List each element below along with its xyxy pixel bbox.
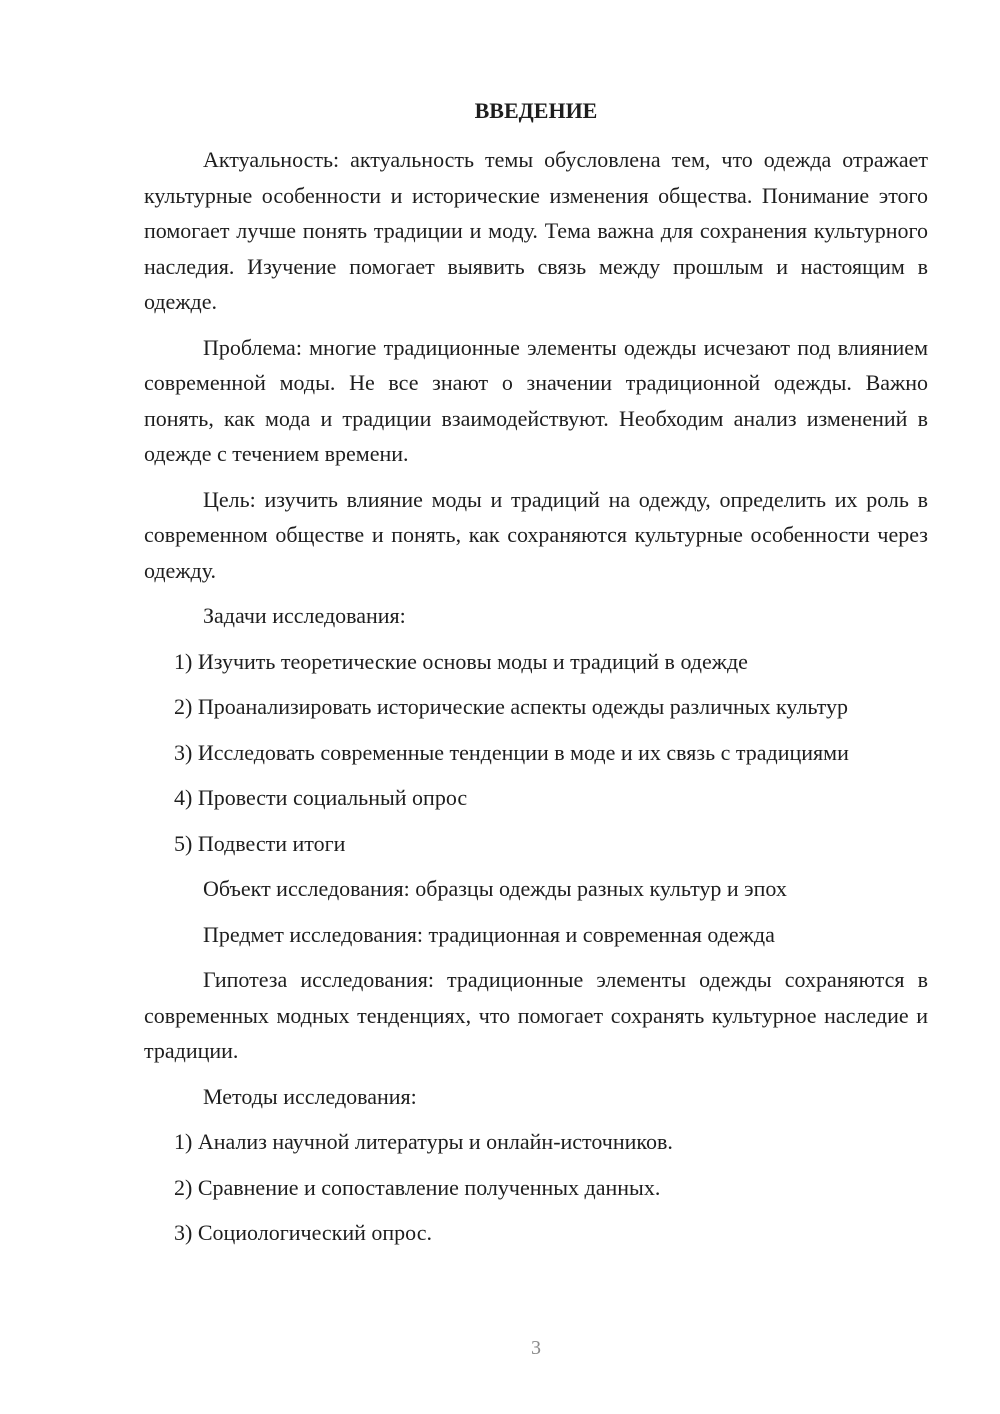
paragraph-subject: Предмет исследования: традиционная и современная одежда	[203, 921, 775, 947]
tasks-heading: Задачи исследования:	[203, 603, 406, 628]
task-item-2: 2) Проанализировать исторические аспекты одежды различных культур	[174, 694, 848, 719]
page-number: 3	[531, 1337, 541, 1359]
method-item-3: 3) Социологический опрос.	[174, 1220, 432, 1245]
paragraph-problem: Проблема: многие традиционные элементы одежды исчезают под влиянием современной моды. Не все знают о значении традиционной одежды. Важно понять, как мода и традиции взаимодействуют. Необходим анализ изменений в одежде с течением времени.	[144, 334, 928, 466]
page-title: ВВЕДЕНИЕ	[474, 98, 598, 123]
task-item-4: 4) Провести социальный опрос	[174, 785, 468, 810]
task-item-5: 5) Подвести итоги	[174, 830, 346, 856]
method-item-2: 2) Сравнение и сопоставление полученных данных.	[174, 1174, 661, 1200]
method-item-1: 1) Анализ научной литературы и онлайн-источников.	[174, 1129, 673, 1154]
methods-heading: Методы исследования:	[203, 1083, 417, 1109]
paragraph-object: Объект исследования: образцы одежды разных культур и эпох	[203, 876, 787, 901]
document-page	[144, 0, 928, 1414]
paragraph-hypothesis: Гипотеза исследования: традиционные элементы одежды сохраняются в современных модных тенденциях, что помогает сохранять культурное наследие и традиции.	[144, 967, 928, 1063]
paragraph-goal: Цель: изучить влияние моды и традиций на одежду, определить их роль в современном обществе и понять, как сохраняются культурные особенности через одежду.	[144, 486, 928, 583]
paragraph-relevance: Актуальность: актуальность темы обусловлена тем, что одежда отражает культурные особенности и исторические изменения общества. Понимание этого помогает лучше понять традиции и моду. Тема важна для сохранения культурного наследия. Изучение помогает выявить связь между прошлым и настоящим в одежде.	[144, 147, 928, 314]
task-item-1: 1) Изучить теоретические основы моды и традиций в одежде	[174, 648, 748, 674]
document-body	[144, 142, 928, 1261]
task-item-3: 3) Исследовать современные тенденции в моде и их связь с традициями	[174, 739, 849, 765]
